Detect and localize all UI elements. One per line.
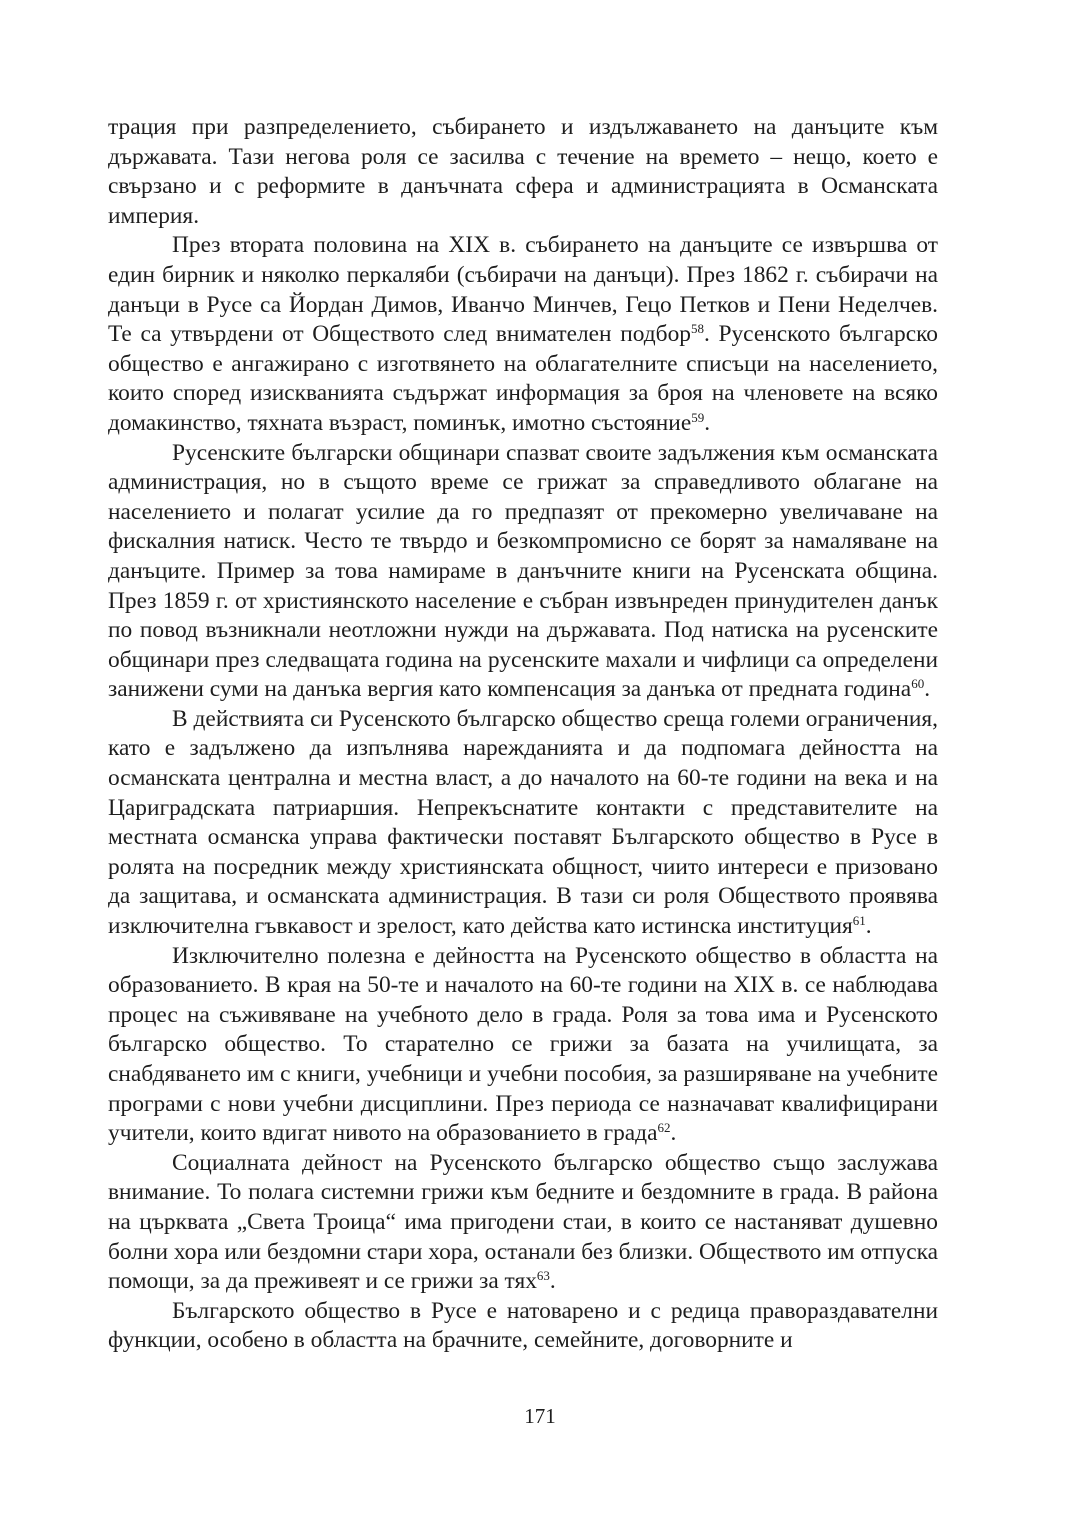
paragraph-1 xyxy=(108,113,938,231)
footnote-ref-58[interactable]: 58 xyxy=(690,321,704,337)
paragraph-1-text: трация при разпределението, събирането и издължаването на данъците към държавата. Тази негова роля се засилва с течение на времето – нещо, което е свързано и с реформите в данъчната сфера и администрацията в Османската империя. xyxy=(108,114,938,229)
paragraph-5-text: Изключително полезна е дейността на Русенското общество в областта на образованието. В края на 50-те и началото на 60-те години на XIX в. се наблюдава процес на съживяване на учебното дело в града. Роля за това има и Русенското българско общество. То старателно се грижи за базата на училищата, за снабдяването им с книги, учебници и учебни пособия, за разширяване на учебните програми с нови учебни дисциплини. През периода се назначават квалифицирани учители, които вдигат нивото на образованието в града xyxy=(108,942,938,1147)
footnote-ref-61[interactable]: 61 xyxy=(852,913,866,929)
paragraph-5-text-end: . xyxy=(670,1120,677,1147)
paragraph-4-text: В действията си Русенското българско общество среща големи ограничения, като е задължено да изпълнява нарежданията и да подпомага дейността на османската централна и местна власт, а до началото на 60-те години на века и на Цариградската патриаршия. Непрекъснатите контакти с представителите на местната османска управа фактически поставят Българското общество в Русе в ролята на посредник между християнската общност, чиито интереси е призовано да защитава, и османската администрация. В тази си роля Обществото проявява изключителна гъвкавост и зрелост, като действа като истинска институция xyxy=(108,705,938,940)
paragraph-6 xyxy=(108,1149,938,1297)
paragraph-3-text: Русенските български общинари спазват своите задължения към османската администрация, но в същото време се грижат за справедливото облагане на населението и полагат усилие да го предпазят от прекомерно увеличаване на фискалния натиск. Често те твърдо и безкомпромисно се борят за намаляване на данъците. Пример за това намираме в данъчните книги на Русенската община. През 1859 г. от християнското население е събран извънреден принудителен данък по повод възникнали неотложни нужди на държавата. Под натиска на русенските общинари през следващата година на русенските махали и чифлици са определени занижени суми на данъка вергия като компенсация за данъка от предната година xyxy=(108,439,938,703)
paragraph-3-text-end: . xyxy=(924,676,931,703)
paragraph-4 xyxy=(108,705,938,942)
paragraph-4-text-end: . xyxy=(865,913,872,940)
body-text xyxy=(108,113,938,1356)
footnote-ref-60[interactable]: 60 xyxy=(911,676,925,692)
paragraph-7-text: Българското общество в Русе е натоварено и с редица правораздавателни функции, особено в областта на брачните, семейните, договорните и xyxy=(108,1297,938,1354)
paragraph-2-text: През втората половина на XIX в. събирането на данъците се извършва от един бирник и няколко перкаляби (събирачи на данъци). През 1862 г. събирачи на данъци в Русе са Йордан Димов, Иванчо Минчев, Гецо Петков и Пени Неделчев. Те са утвърдени от Обществото след внимателен подбор xyxy=(108,232,938,348)
footnote-ref-63[interactable]: 63 xyxy=(536,1268,550,1284)
page-number: 171 xyxy=(524,1404,556,1428)
footnote-ref-59[interactable]: 59 xyxy=(691,409,705,425)
paragraph-2 xyxy=(108,231,938,438)
paragraph-6-text-end: . xyxy=(549,1268,556,1295)
paragraph-3 xyxy=(108,439,938,705)
paragraph-2-text-end: . xyxy=(704,409,711,436)
footnote-ref-62[interactable]: 62 xyxy=(657,1120,671,1136)
paragraph-7 xyxy=(108,1297,938,1356)
paragraph-5 xyxy=(108,942,938,1149)
paragraph-2-text-cont: . Русенското българско общество е ангажирано с изготвянето на облагателните списъци на населението, които според изискванията съдържат информация за броя на членовете на всяко домакинство, тяхната възраст, поминък, имотно състояние xyxy=(108,321,938,436)
paragraph-6-text: Социалната дейност на Русенското българско общество също заслужава внимание. То полага системни грижи към бедните и бездомните в града. В района на църквата „Света Троица“ има пригодени стаи, в които се настаняват душевно болни хора или бездомни стари хора, останали без близки. Обществото им отпуска помощи, за да преживеят и се грижи за тях xyxy=(108,1149,938,1295)
